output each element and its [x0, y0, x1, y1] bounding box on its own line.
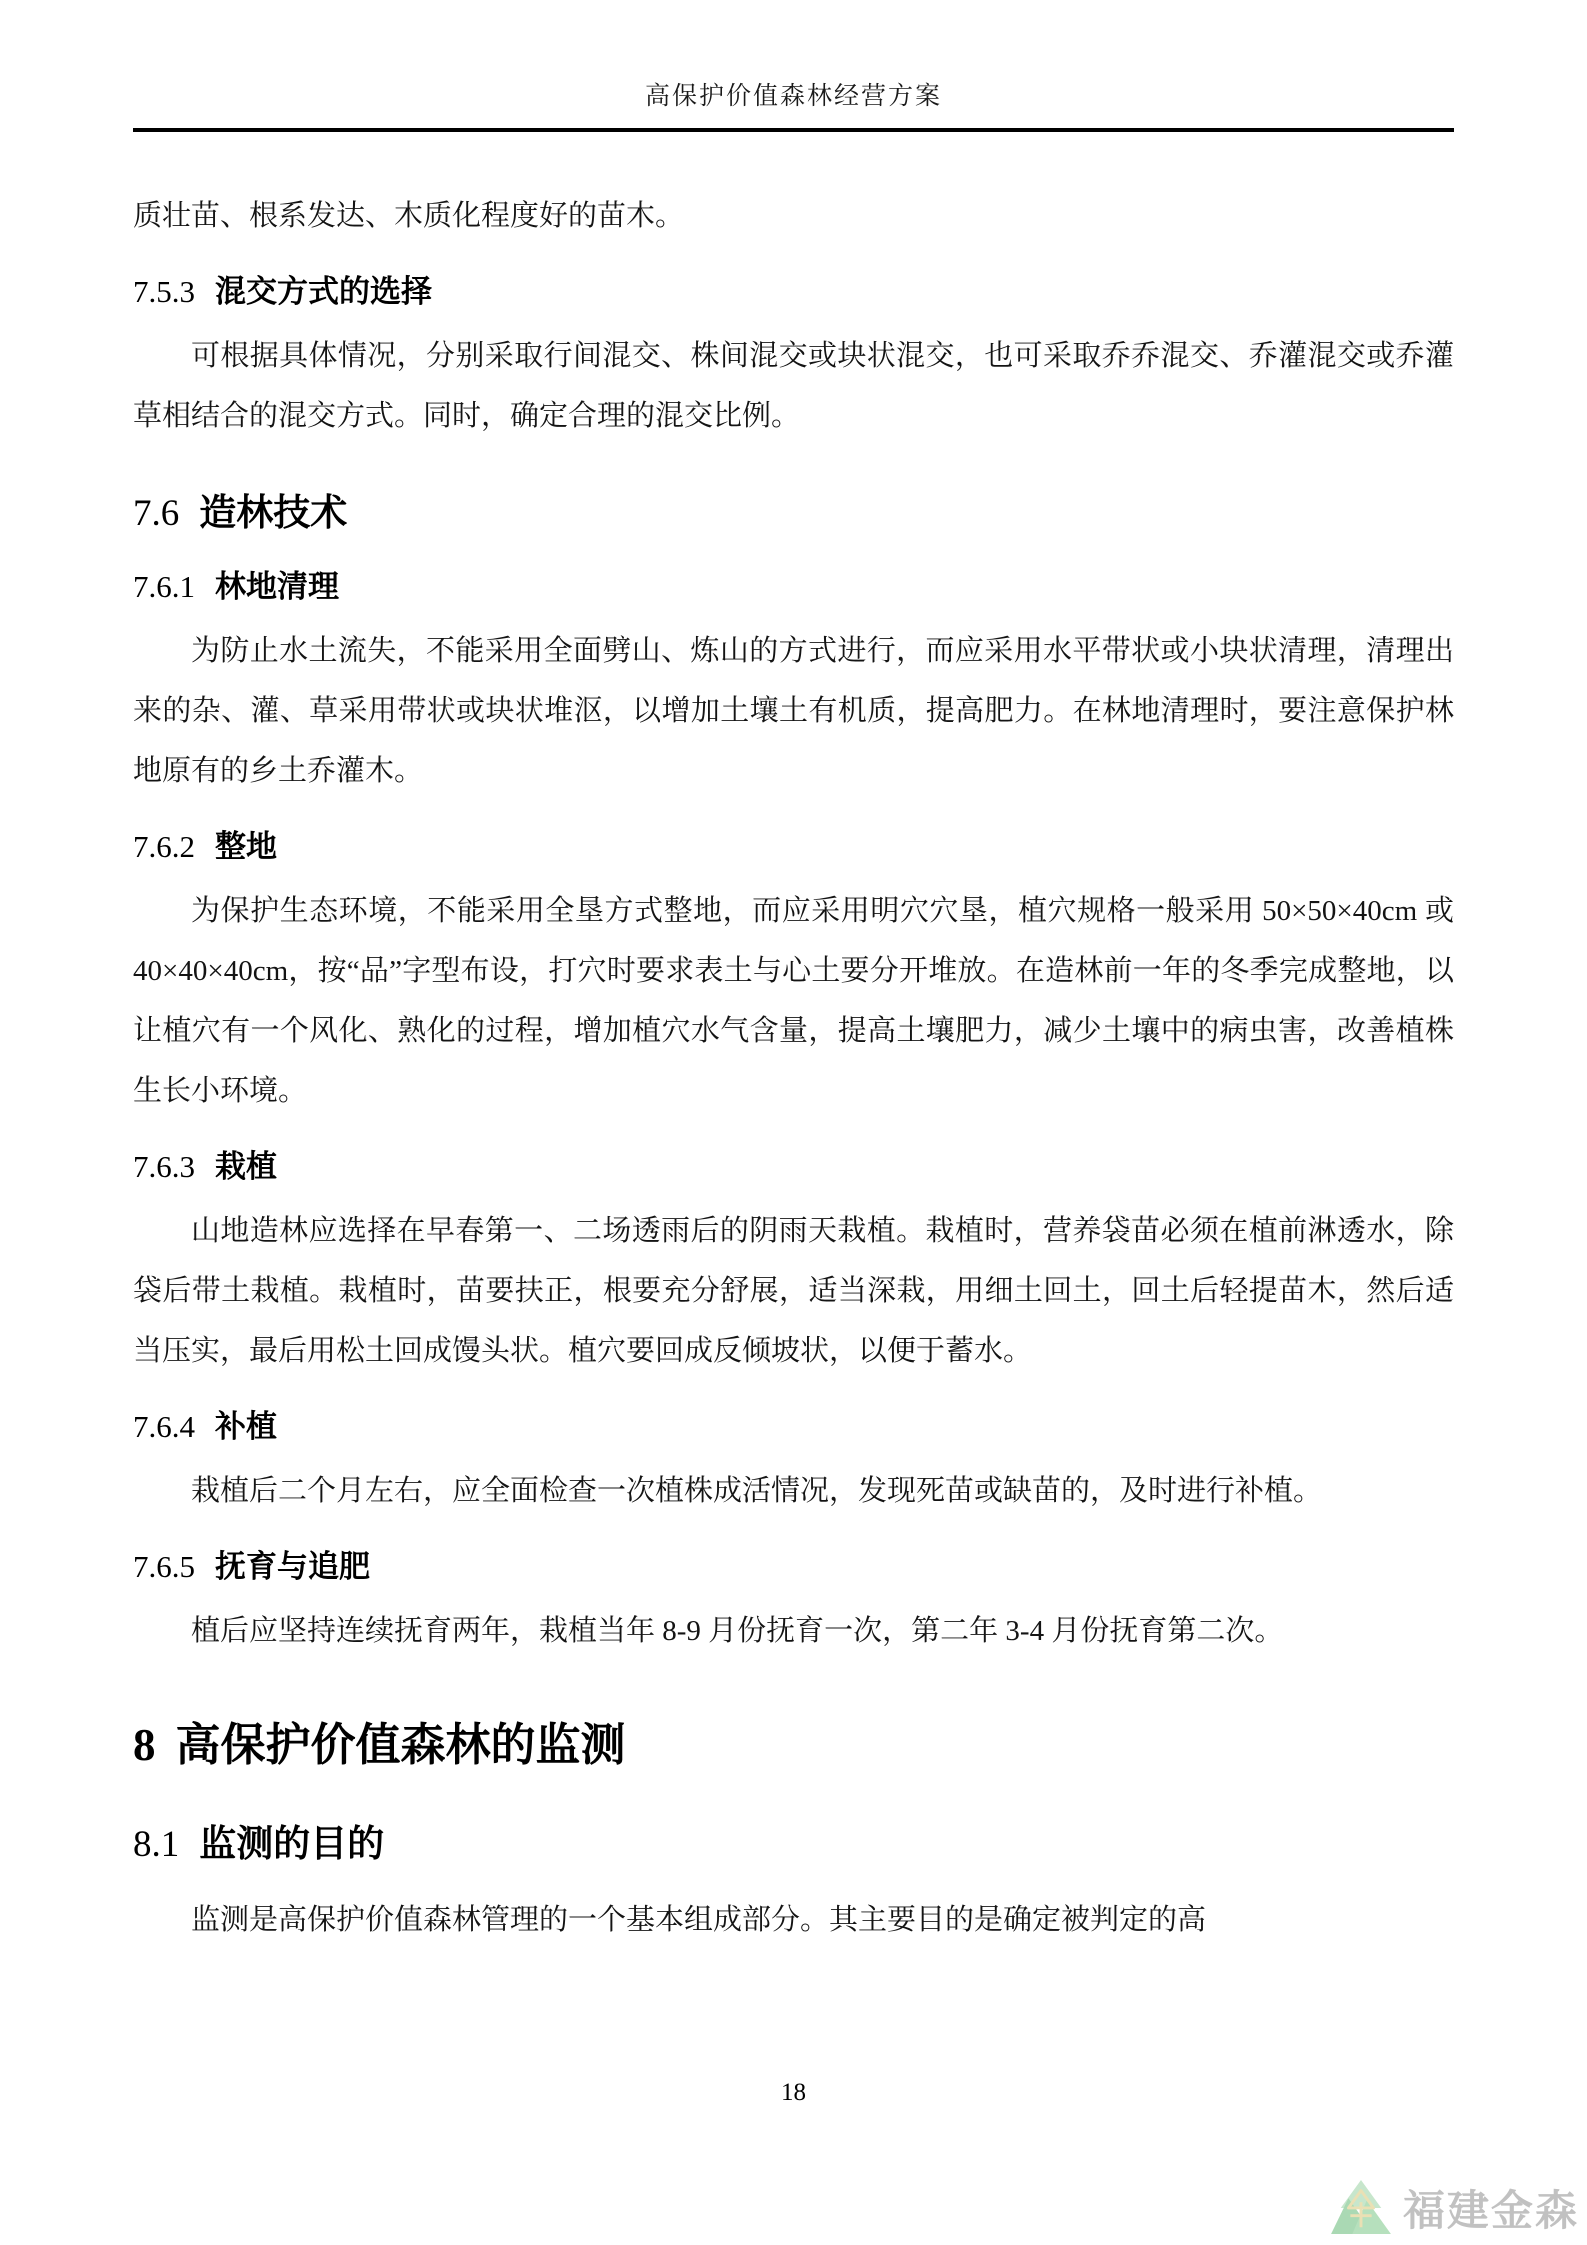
- paragraph-7-6-1: 为防止水土流失，不能采用全面劈山、炼山的方式进行，而应采用水平带状或小块状清理，清理出来的杂、灌、草采用带状或块状堆沤，以增加土壤土有机质，提高肥力。在林地清理时，要注意保护林地原有的乡土乔灌木。: [133, 635, 1454, 787]
- page-header: [0, 0, 1587, 132]
- heading-title: 整地: [215, 829, 277, 864]
- heading-number: 7.6.3: [133, 1149, 195, 1184]
- header-title: 高保护价值森林经营方案: [644, 83, 942, 110]
- document-body: [0, 132, 1587, 1950]
- heading-number: 7.6.5: [133, 1549, 195, 1584]
- heading-chapter-8: [133, 1713, 1454, 1777]
- paragraph-8-1: 监测是高保护价值森林管理的一个基本组成部分。其主要目的是确定被判定的高: [191, 1904, 1207, 1936]
- logo-text: 福建金森: [1402, 2187, 1579, 2234]
- heading-title: 监测的目的: [199, 1823, 385, 1864]
- page-number: 18: [781, 2079, 806, 2106]
- paragraph-7-6-3: 山地造林应选择在早春第一、二场透雨后的阴雨天栽植。栽植时，营养袋苗必须在植前淋透水，除袋后带土栽植。栽植时，苗要扶正，根要充分舒展，适当深栽，用细土回土，回土后轻提苗木，然后适当压实，最后用松土回成馒头状。植穴要回成反倾坡状，以便于蓄水。: [133, 1215, 1454, 1367]
- heading-title: 混交方式的选择: [215, 274, 432, 309]
- heading-7-6-1: [133, 565, 1454, 609]
- heading-title: 补植: [215, 1409, 277, 1444]
- heading-number: 7.5.3: [133, 274, 195, 309]
- heading-7-6-2: [133, 825, 1454, 869]
- heading-7-6-4: [133, 1405, 1454, 1449]
- heading-title: 抚育与追肥: [215, 1549, 370, 1584]
- paragraph-7-6-5: 植后应坚持连续抚育两年，栽植当年 8-9 月份抚育一次，第二年 3-4 月份抚育第二次。: [191, 1615, 1284, 1647]
- paragraph-continuation: 质壮苗、根系发达、木质化程度好的苗木。: [133, 200, 685, 232]
- heading-7-6-3: [133, 1145, 1454, 1189]
- heading-7-6: [133, 486, 1454, 541]
- heading-7-5-3: [133, 270, 1454, 314]
- heading-number: 7.6: [133, 493, 180, 534]
- heading-title: 高保护价值森林的监测: [175, 1719, 626, 1770]
- heading-title: 造林技术: [199, 492, 348, 533]
- heading-number: 7.6.2: [133, 829, 195, 864]
- company-logo: [1329, 2179, 1579, 2235]
- heading-number: 7.6.4: [133, 1409, 195, 1444]
- heading-title: 栽植: [215, 1149, 277, 1184]
- paragraph-7-6-2: 为保护生态环境，不能采用全垦方式整地，而应采用明穴穴垦，植穴规格一般采用 50×50×40cm 或 40×40×40cm，按“品”字型布设，打穴时要求表土与心土要分开堆放。在造林前一年的冬季完成整地，以让植穴有一个风化、熟化的过程，增加植穴水气含量，提高土壤肥力，减少土壤中的病虫害，改善植株生长小环境。: [133, 895, 1454, 1107]
- heading-number: 7.6.1: [133, 569, 195, 604]
- heading-number: 8: [133, 1720, 156, 1770]
- paragraph-7-5-3: 可根据具体情况，分别采取行间混交、株间混交或块状混交，也可采取乔乔混交、乔灌混交或乔灌草相结合的混交方式。同时，确定合理的混交比例。: [133, 340, 1454, 432]
- heading-8-1: [133, 1817, 1454, 1872]
- tree-logo-icon: [1329, 2179, 1393, 2235]
- heading-title: 林地清理: [215, 569, 339, 604]
- paragraph-7-6-4: 栽植后二个月左右，应全面检查一次植株成活情况，发现死苗或缺苗的，及时进行补植。: [191, 1475, 1323, 1507]
- heading-7-6-5: [133, 1545, 1454, 1589]
- heading-number: 8.1: [133, 1824, 180, 1865]
